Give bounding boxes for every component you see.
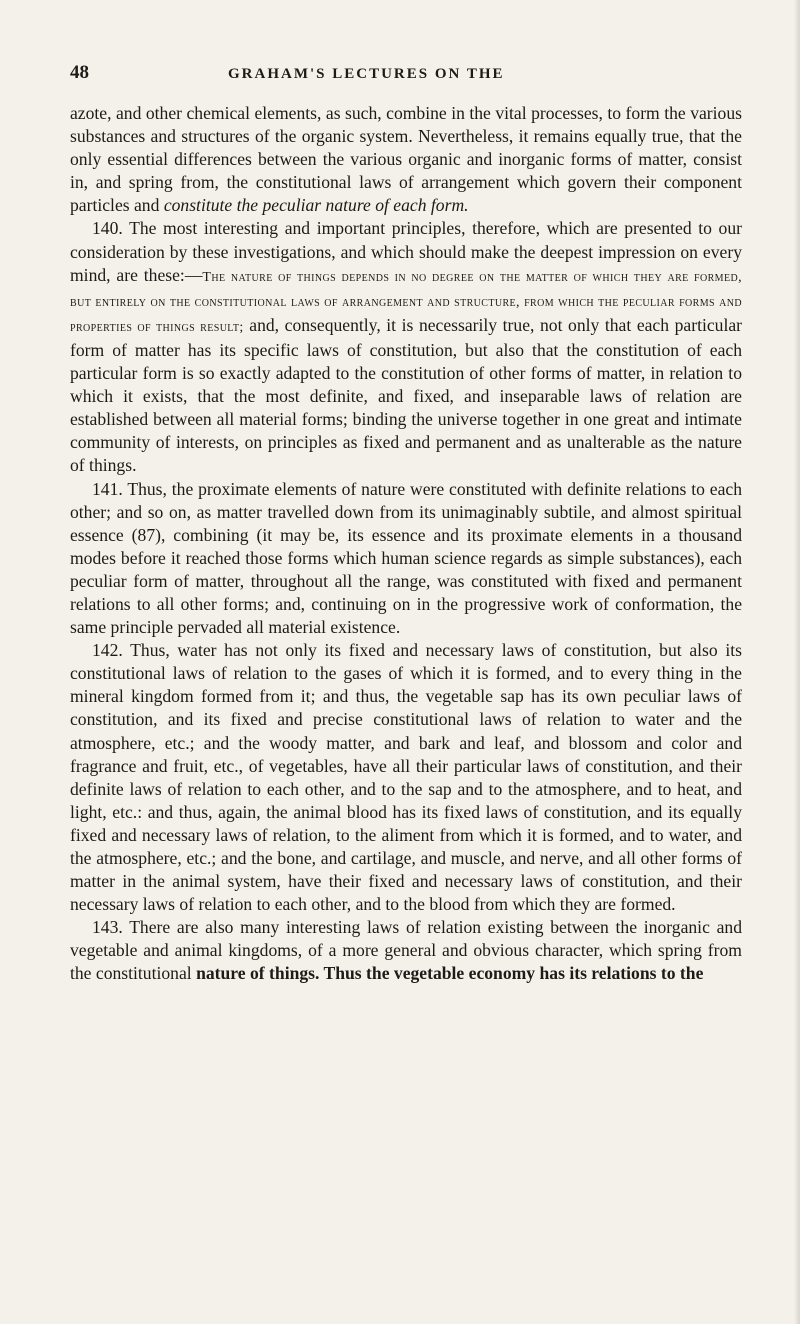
- running-head: GRAHAM'S LECTURES ON THE: [228, 66, 505, 82]
- italic-phrase: constitute the peculiar nature of each form.: [163, 195, 469, 216]
- paragraph-140: [70, 217, 742, 477]
- paragraph-141: 141. Thus, the proximate elements of nature were constituted with definite relations to each other; and so on, as matter travelled down from its unimaginably subtile, and almost spiritual essence (87), combining (it may be, its essence and its proximate elements in a thousand modes before it reached those forms which human science regards as simple substances), each peculiar form of matter, throughout all the range, was constituted with fixed and permanent relations to all other forms; and, continuing on in the progressive work of conformation, the same principle pervaded all material existence.: [70, 478, 742, 638]
- paragraph-text: 143. There are also many interesting laws of relation existing between the inorganic and vegetable and animal kingdoms, of a more general and obvious character, which spring from the constitutional: [70, 917, 742, 984]
- page-header: [70, 62, 742, 84]
- page-number: 48: [70, 62, 89, 83]
- page-edge-shadow: [794, 0, 800, 1324]
- paragraph-text: and, consequently, it is necessarily true, not only that each particular form of matter has its specific laws of constitution, but also that the constitution of each particular form is so exactly adapted to the constitution of other forms of matter, in relation to which it exists, that the most definite, and fixed, and inseparable laws of relation are established between all material forms; binding the universe together in one great and intimate community of interests, on principles as fixed and permanent and as unalterable as the nature of things.: [70, 314, 743, 476]
- paragraph-143: [70, 916, 742, 985]
- paragraph-text: 140. The most interesting and important principles, therefore, which are presented to our consideration by these investigations, and which should make the deepest impression on every mind, are these:—: [70, 218, 742, 285]
- small-caps-principle: The nature of things depends in no degree on the matter of which they are formed, but entirely on the constitutional laws of arrangement and structure, from which the peculiar forms and properties of things result;: [70, 269, 742, 335]
- paragraph-text: azote, and other chemical elements, as such, combine in the vital processes, to form the various substances and structures of the organic system. Nevertheless, it remains equally true, that the only essential differences between the various organic and inorganic forms of matter, consist in, and spring from, the constitutional laws of arrangement which govern their component particles and: [70, 103, 742, 216]
- paragraph-text-dark: nature of things. Thus the vegetable economy has its relations to the: [196, 963, 704, 984]
- paragraph-142: 142. Thus, water has not only its fixed and necessary laws of constitution, but also its constitutional laws of relation to the gases of which it is formed, and to every thing in the mineral kingdom formed from it; and thus, the vegetable sap has its own peculiar laws of constitution, and its fixed and precise constitutional laws of relation to water and the atmosphere, etc.; and the woody matter, and bark and leaf, and blossom and color and fragrance and fruit, etc., of vegetables, have all their particular laws of constitution, and their definite laws of relation to each other, and to the sap and to the atmosphere, and to heat, and light, etc.: and thus, again, the animal blood has its fixed laws of constitution, and its equally fixed and necessary laws of relation, to the aliment from which it is formed, and to water, and the atmosphere, etc.; and the bone, and cartilage, and muscle, and nerve, and all other forms of matter in the animal system, have their fixed and necessary laws of constitution, and their necessary laws of relation to each other, and to the blood from which they are formed.: [70, 640, 742, 915]
- paragraph-continued: [70, 102, 742, 217]
